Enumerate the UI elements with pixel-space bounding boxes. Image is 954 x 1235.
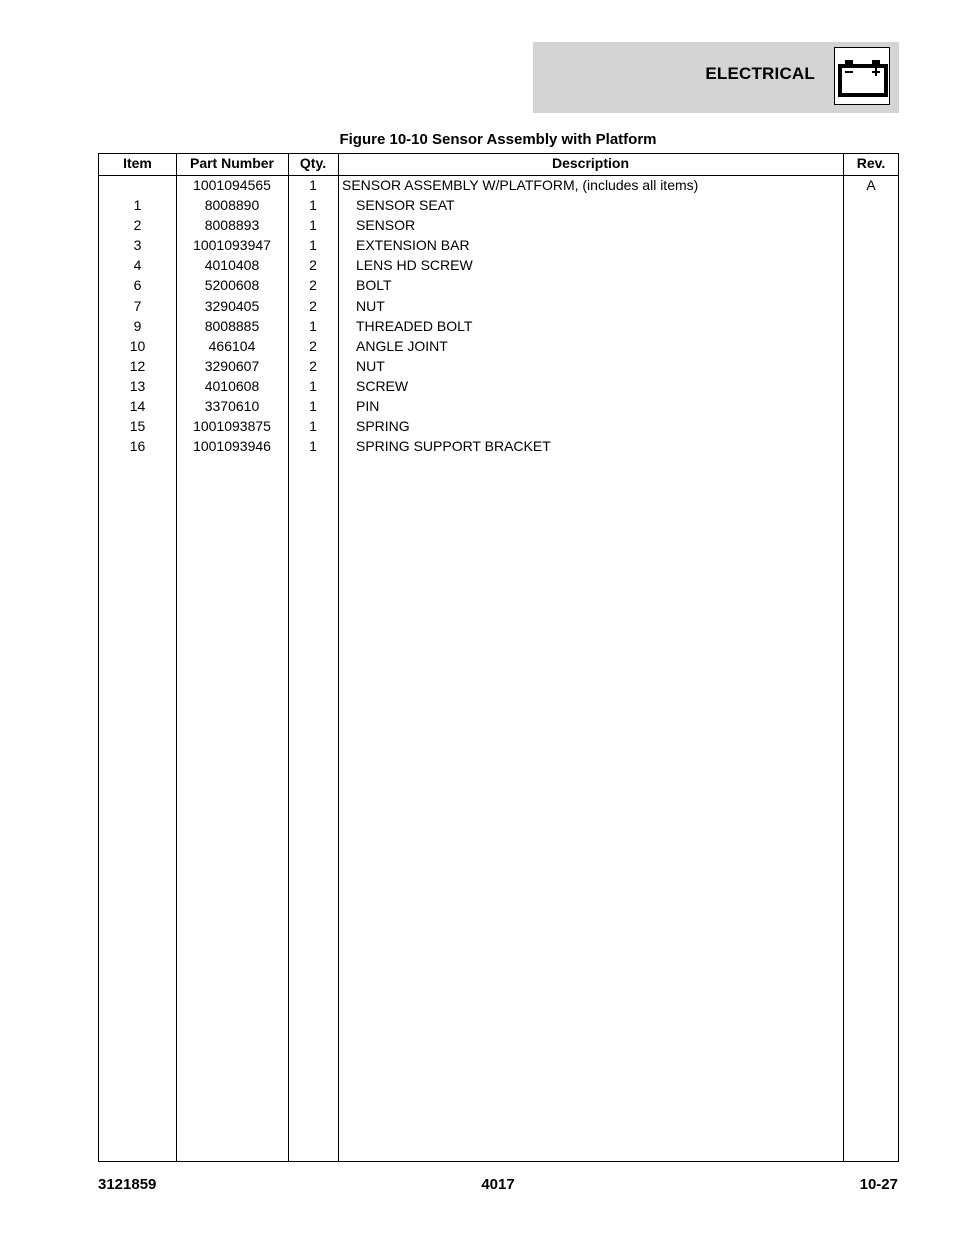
item-cell: 3	[133, 237, 142, 254]
table-row	[99, 195, 898, 215]
qty-cell: 1	[309, 217, 317, 234]
table-body	[99, 175, 898, 456]
description-cell: THREADED BOLT	[356, 317, 473, 334]
qty-cell: 1	[309, 237, 317, 254]
description-cell: SENSOR ASSEMBLY W/PLATFORM, (includes all items)	[342, 177, 699, 193]
description-cell: ANGLE JOINT	[356, 337, 448, 354]
qty-cell: 1	[309, 177, 317, 193]
qty-cell: 1	[309, 377, 317, 394]
part-number-cell: 1001094565	[193, 177, 271, 193]
item-cell: 2	[133, 217, 142, 234]
description-cell: BOLT	[356, 277, 392, 294]
table-row	[99, 356, 898, 376]
table-row	[99, 275, 898, 295]
part-number-cell: 8008885	[204, 317, 260, 334]
table-row	[99, 296, 898, 316]
item-cell: 1	[133, 197, 142, 214]
qty-cell: 1	[309, 398, 317, 415]
section-title: ELECTRICAL	[705, 64, 815, 83]
document-number: 3121859	[98, 1176, 157, 1193]
column-header-rev: Rev.	[856, 155, 886, 171]
description-cell: LENS HD SCREW	[356, 257, 473, 274]
table-row	[99, 316, 898, 336]
table-row	[99, 215, 898, 235]
rev-cell: A	[866, 177, 876, 193]
table-row	[99, 436, 898, 456]
parts-table	[98, 153, 899, 1162]
column-header-part-number: Part Number	[189, 155, 275, 171]
item-cell: 14	[129, 398, 146, 415]
column-header-item: Item	[123, 155, 152, 171]
qty-cell: 2	[309, 337, 317, 354]
section-tab	[533, 42, 899, 113]
description-cell: NUT	[356, 357, 385, 374]
item-cell: 4	[133, 257, 142, 274]
description-cell: SENSOR	[356, 217, 416, 234]
model-number: 4017	[481, 1176, 515, 1193]
item-cell: 12	[129, 357, 146, 374]
item-cell: 16	[129, 438, 146, 455]
part-number-cell: 3370610	[204, 398, 260, 415]
description-cell: NUT	[356, 297, 385, 314]
table-row	[99, 416, 898, 436]
battery-icon	[834, 47, 890, 105]
item-cell: 10	[129, 337, 146, 354]
item-cell: 6	[133, 277, 142, 294]
qty-cell: 2	[309, 297, 317, 314]
table-row	[99, 396, 898, 416]
table-row	[99, 376, 898, 396]
part-number-cell: 8008890	[204, 197, 260, 214]
part-number-cell: 1001093946	[193, 438, 271, 455]
qty-cell: 1	[309, 438, 317, 455]
table-row	[99, 235, 898, 255]
description-cell: SCREW	[356, 377, 409, 394]
description-cell: SENSOR SEAT	[356, 197, 455, 214]
part-number-cell: 466104	[208, 337, 256, 354]
qty-cell: 2	[309, 277, 317, 294]
qty-cell: 1	[309, 197, 317, 214]
description-cell: SPRING	[356, 418, 410, 435]
item-cell: 9	[133, 317, 142, 334]
column-header-description: Description	[551, 155, 629, 171]
table-row	[99, 175, 898, 195]
table-row	[99, 255, 898, 275]
part-number-cell: 1001093947	[193, 237, 271, 254]
figure-title: Figure 10-10 Sensor Assembly with Platform	[339, 131, 657, 148]
item-cell: 15	[129, 418, 146, 435]
qty-cell: 1	[309, 317, 317, 334]
description-cell: SPRING SUPPORT BRACKET	[356, 438, 551, 455]
item-cell: 7	[133, 297, 142, 314]
page-number: 10-27	[859, 1176, 898, 1193]
part-number-cell: 4010608	[204, 377, 260, 394]
part-number-cell: 3290405	[204, 297, 260, 314]
qty-cell: 1	[309, 418, 317, 435]
description-cell: PIN	[356, 398, 380, 415]
item-cell: 13	[129, 377, 146, 394]
part-number-cell: 8008893	[204, 217, 260, 234]
column-header-qty: Qty.	[299, 155, 327, 171]
description-cell: EXTENSION BAR	[356, 237, 470, 254]
table-row	[99, 336, 898, 356]
part-number-cell: 3290607	[204, 357, 260, 374]
qty-cell: 2	[309, 357, 317, 374]
part-number-cell: 1001093875	[193, 418, 271, 435]
qty-cell: 2	[309, 257, 317, 274]
part-number-cell: 4010408	[204, 257, 260, 274]
part-number-cell: 5200608	[204, 277, 260, 294]
